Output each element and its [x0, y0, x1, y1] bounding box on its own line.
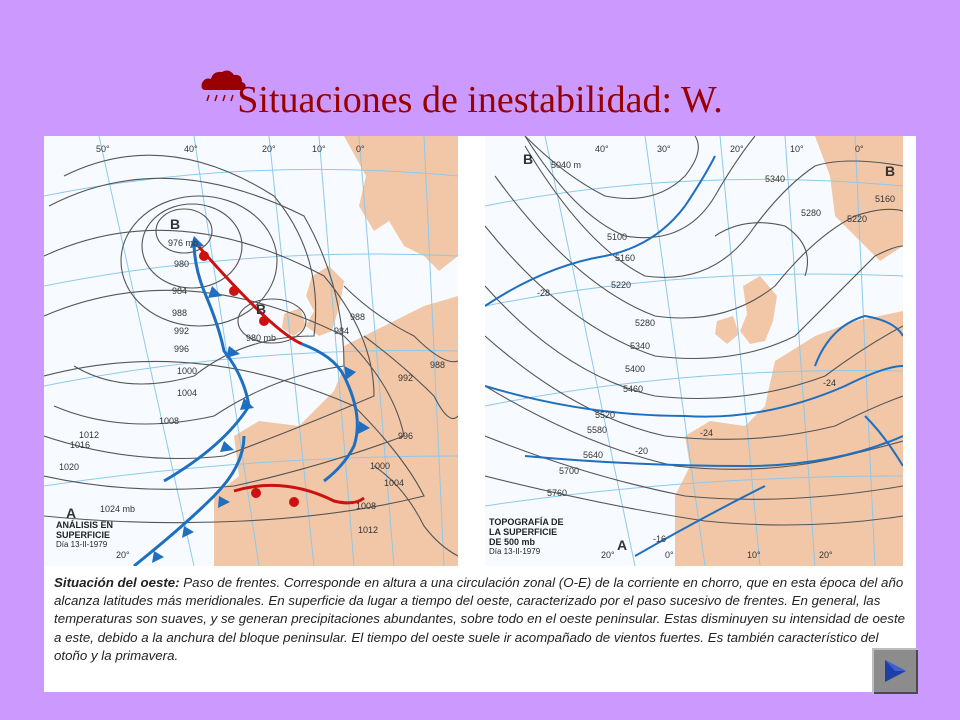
low-pressure-label: B	[523, 151, 534, 167]
upper-map-heading	[489, 517, 564, 557]
isobar-label: 996	[174, 344, 190, 354]
grid-label: 20°	[601, 550, 615, 560]
low-pressure-label: B	[885, 163, 896, 179]
grid-label: 50°	[96, 144, 110, 154]
isobar-label: 1008	[356, 501, 377, 511]
isobar-label: 980 mb	[246, 333, 277, 343]
temperature-label: -24	[823, 378, 837, 388]
isobar-label: 984	[334, 326, 350, 336]
grid-label: 0°	[665, 550, 674, 560]
upper-map-heading-line: DE 500 mb	[489, 537, 536, 547]
surface-map-graphic	[44, 136, 458, 566]
grid-label: 0°	[855, 144, 864, 154]
high-pressure-label: A	[617, 537, 628, 553]
isobar-label: 988	[350, 312, 366, 322]
caption-heading: Situación del oeste:	[54, 575, 180, 590]
surface-analysis-map	[44, 136, 458, 566]
upper-map-heading-line: TOPOGRAFÍA DE	[489, 517, 564, 527]
upper-map-graphic	[485, 136, 903, 566]
grid-label: 0°	[356, 144, 365, 154]
map-caption	[54, 574, 910, 665]
height-label: 5400	[625, 364, 646, 374]
isobar-label: 1000	[370, 461, 391, 471]
grid-label: 10°	[790, 144, 804, 154]
land-continent	[214, 296, 458, 566]
next-slide-button[interactable]	[872, 648, 918, 694]
upper-map-date: Día 13-II-1979	[489, 547, 541, 556]
height-label: 5340	[630, 341, 651, 351]
slide-title: Situaciones de inestabilidad: W.	[237, 79, 723, 121]
low-pressure-label: B	[170, 216, 181, 232]
isobar-label: 988	[172, 308, 188, 318]
isobar-label: 1012	[79, 430, 100, 440]
high-pressure-label: A	[66, 505, 77, 521]
grid-label: 40°	[595, 144, 609, 154]
height-label: 5100	[607, 232, 628, 242]
isobar-label: 1004	[384, 478, 405, 488]
grid-label: 20°	[819, 550, 833, 560]
grid-label: 20°	[116, 550, 130, 560]
temperature-label: -20	[635, 446, 649, 456]
height-label: 5160	[875, 194, 896, 204]
land-scandinavia	[815, 136, 903, 261]
isobar-label: 980	[174, 259, 190, 269]
grid-label: 20°	[730, 144, 744, 154]
isobar-label: 992	[174, 326, 190, 336]
surface-map-heading-line: SUPERFICIE	[56, 530, 111, 540]
isobar-label: 1000	[177, 366, 198, 376]
play-next-icon	[881, 657, 909, 685]
caption-text: Paso de frentes. Corresponde en altura a una circulación zonal (O-E) de la corriente en chorro, que en esta época del año alcanza latitudes más meridionales. En superficie da lugar a tiempo del oeste, caracterizado por el paso sucesivo de frentes. En general, las temperaturas son suaves, y se generan precipitaciones abundantes, sobre todo en el oeste peninsular. Estas disminuyen su intensidad de oeste a este, debido a la anchura del bloque peninsular. El tiempo del oeste suele ir acompañado de vientos fuertes. Es también característico del otoño y la primavera.	[54, 575, 906, 663]
isobar-label: 1012	[358, 525, 379, 535]
height-label: 5220	[847, 214, 868, 224]
isobar-label: 992	[398, 373, 414, 383]
isobar-label: 988	[430, 360, 446, 370]
isobar-label: 1024 mb	[100, 504, 136, 514]
height-label: 5280	[635, 318, 656, 328]
temperature-label: -24	[700, 428, 714, 438]
height-label: 5040 m	[551, 160, 582, 170]
height-label: 5220	[611, 280, 632, 290]
height-label: 5760	[547, 488, 568, 498]
temperature-label: -16	[653, 534, 667, 544]
isobar-label: 996	[398, 431, 414, 441]
isobar-label: 1008	[159, 416, 180, 426]
surface-map-heading-line: ANÁLISIS EN	[56, 520, 114, 530]
surface-map-date: Día 13-II-1979	[56, 540, 108, 549]
surface-map-heading	[56, 520, 113, 550]
isobar-label: 984	[172, 286, 188, 296]
temperature-label: -28	[537, 288, 551, 298]
grid-label: 20°	[262, 144, 276, 154]
land-britain	[740, 276, 777, 344]
upper-map-heading-line: LA SUPERFICIE	[489, 527, 558, 537]
grid-label: 40°	[184, 144, 198, 154]
height-label: 5460	[623, 384, 644, 394]
grid-label: 10°	[312, 144, 326, 154]
isobar-label: 976 mb	[168, 238, 199, 248]
low-pressure-label: B	[256, 301, 267, 317]
isobar-label: 1020	[59, 462, 80, 472]
height-label: 5640	[583, 450, 604, 460]
height-label: 5580	[587, 425, 608, 435]
grid-label: 30°	[657, 144, 671, 154]
height-label: 5160	[615, 253, 636, 263]
height-label: 5340	[765, 174, 786, 184]
isobar-label: 1004	[177, 388, 198, 398]
height-label: 5520	[595, 410, 616, 420]
content-panel	[44, 136, 916, 692]
height-label: 5280	[801, 208, 822, 218]
height-label: 5700	[559, 466, 580, 476]
upper-air-map	[485, 136, 903, 566]
grid-label: 10°	[747, 550, 761, 560]
land-ireland	[715, 316, 739, 344]
isobar-label: 1016	[70, 440, 91, 450]
